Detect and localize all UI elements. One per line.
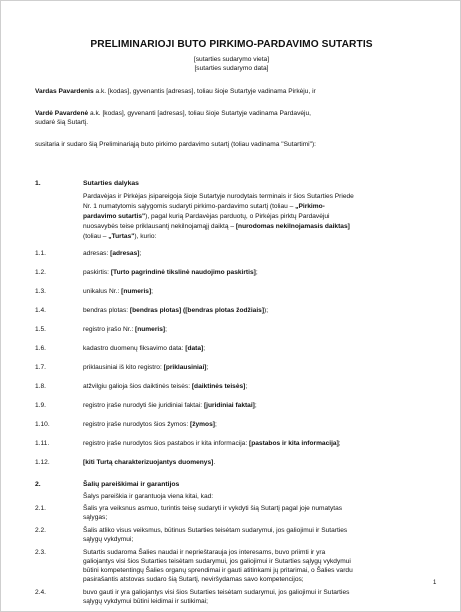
item-1-1: adresas: [adresas]; (83, 250, 142, 257)
seller-details: a.k. [kodas], gyvenanti [adresas], toliau šioje Sutartyje vadinama Pardavėju, (88, 110, 312, 117)
s1-line1: Pardavėjas ir Pirkėjas įsipareigoja šioje Sutartyje nurodytais terminais ir šios Sutarties Priede (83, 193, 354, 200)
page-number: 1 (433, 580, 437, 586)
s1-line3 (83, 212, 329, 222)
item-1-8-number: 1.8. (35, 383, 46, 390)
item-2-2-line1: Šalis atliko visus veiksmus, būtinus Sutarties teisėtam sudarymui, jos galiojimui ir Sutarties (83, 527, 348, 534)
item-1-9: registro įraše nurodyti šie juridiniai faktai: [juridiniai faktai]; (83, 402, 257, 409)
s1-line4 (83, 222, 350, 232)
item-2-1-number: 2.1. (35, 505, 46, 512)
item-1-2-number: 1.2. (35, 269, 46, 276)
item-1-8: atžvilgiu galioja šios daiktinės teisės: [daiktinės teisės]; (83, 383, 248, 390)
item-1-11: registro įraše nurodytos šios pastabos ir kita informacija: [pastabos ir kita informacija]; (83, 440, 341, 447)
item-2-4-line2: sąlygų vykdymui būtini leidimai ir sutikimai; (83, 598, 208, 605)
item-2-1-line1: Šalis yra veiksnus asmuo, turintis teisę sudaryti ir vykdyti šią Sutartį pagal joje numatytas (83, 505, 343, 512)
s1-line3-bold: pardavimo sutartis" (83, 213, 146, 220)
seller-details-line2: sudarė šią Sutartį. (35, 119, 89, 126)
item-2-2-line2: sąlygų vykdymui; (83, 536, 134, 543)
buyer-details: a.k. [kodas], gyvenantis [adresas], toliau šioje Sutartyje vadinama Pirkėju, ir (93, 88, 316, 95)
item-1-4-number: 1.4. (35, 307, 46, 314)
item-1-4: bendras plotas: [bendras plotas] ([bendras plotas žodžiais]); (83, 307, 269, 314)
contract-place: [sutarties sudarymo vieta] (193, 56, 270, 63)
item-1-2: paskirtis: [Turto pagrindinė tikslinė naudojimo paskirtis]; (83, 269, 258, 276)
contract-date: [sutarties sudarymo data] (194, 65, 269, 72)
section-1-heading: Sutarties dalykas (83, 180, 139, 187)
s1-line4-bold: [nurodomas nekilnojamasis daiktas] (235, 223, 350, 230)
s1-line5-c: ), kurio: (134, 233, 157, 240)
item-1-11-number: 1.11. (35, 440, 50, 447)
item-2-4-number: 2.4. (35, 589, 46, 596)
item-2-3-line4: pasirašantis atstovas sudaro šią Sutartį, neviršydamas savo kompetencijos; (83, 576, 304, 583)
s1-line5-a: (toliau – (83, 233, 109, 240)
document-title: PRELIMINARIOJI BUTO PIRKIMO-PARDAVIMO SUTARTIS (90, 39, 373, 50)
s1-line5 (83, 232, 156, 242)
intro-text: susitaria ir sudaro šią Preliminariąją buto pirkimo pardavimo sutartį (toliau vadinama "Sutartimi"): (35, 141, 316, 148)
section-2-number: 2. (35, 481, 41, 488)
s1-line2-bold: „Pirkimo- (295, 203, 325, 210)
section-1-number: 1. (35, 180, 41, 187)
item-1-5-number: 1.5. (35, 326, 46, 333)
item-1-10-number: 1.10. (35, 421, 50, 428)
buyer-name: Vardas Pavardenis (35, 88, 94, 95)
item-2-3-line1: Sutartis sudaroma Šalies naudai ir neprieštarauja jos interesams, buvo priimti ir yra (83, 549, 326, 556)
item-2-3-number: 2.3. (35, 549, 46, 556)
item-1-1-number: 1.1. (35, 250, 46, 257)
s1-line5-bold: „Turtas" (108, 233, 135, 240)
item-1-3: unikalus Nr.: [numeris]; (83, 288, 154, 295)
item-2-2-number: 2.2. (35, 527, 46, 534)
item-1-3-number: 1.3. (35, 288, 46, 295)
item-2-1-line2: sąlygas; (83, 514, 108, 521)
seller-name: Vardė Pavardenė (35, 110, 89, 117)
item-1-12-number: 1.12. (35, 459, 50, 466)
item-1-5: registro įrašo Nr.: [numeris]; (83, 326, 167, 333)
party-buyer (35, 87, 316, 97)
item-1-6-number: 1.6. (35, 345, 46, 352)
s1-line4-text: nuosavybės teise priklausantį nekilnojamąjį daiktą – (83, 223, 236, 230)
section-2-heading: Šalių pareiškimai ir garantijos (83, 481, 180, 488)
item-1-10: registro įraše nurodytos šios žymos: [žymos]; (83, 421, 217, 428)
s1-line2-text: Nr. 1 numatytomis sąlygomis sudaryti pirkimo-pardavimo sutartį (toliau – (83, 203, 296, 210)
s1-line3-text: ), pagal kurią Pardavėjas parduotų, o Pirkėjas pirktų Pardavėjui (145, 213, 330, 220)
s1-line2 (83, 202, 325, 212)
item-2-4-line1: buvo gauti ir yra galiojantys visi šios Sutarties teisėtam sudarymui, jos galiojimui ir Sutarties (83, 589, 350, 596)
item-2-3-line2: galiojantys visi šios Sutarties teisėtam sudarymui, jos galiojimui ir Sutarties sąlygų vykdymui (83, 558, 351, 565)
item-2-3-line3: būtini kompetentingų Šalies organų sprendimai ir gauti atitinkami jų pritarimai, o Šalies vardu (83, 567, 353, 574)
item-1-7-number: 1.7. (35, 364, 46, 371)
item-1-6: kadastro duomenų fiksavimo data: [data]; (83, 345, 206, 352)
item-1-9-number: 1.9. (35, 402, 46, 409)
s2-intro: Šalys pareiškia ir garantuoja viena kitai, kad: (83, 493, 214, 500)
item-1-7: priklausiniai iš kito registro: [priklausiniai]; (83, 364, 209, 371)
item-1-12: [kiti Turtą charakterizuojantys duomenys]. (83, 459, 216, 466)
